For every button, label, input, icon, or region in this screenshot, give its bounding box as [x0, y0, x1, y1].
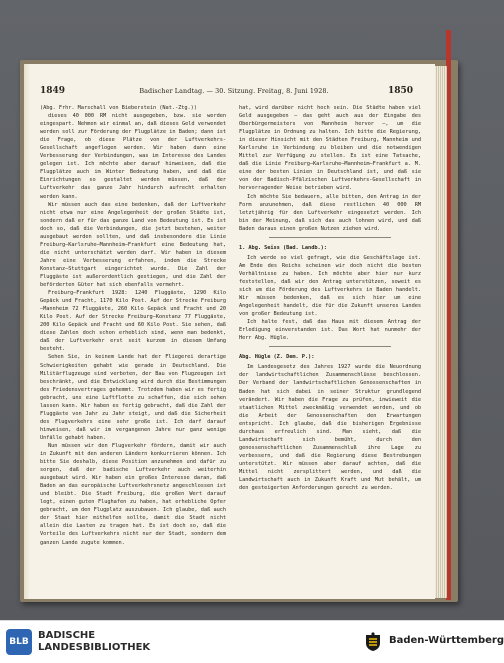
paragraph: Sehen Sie, in keinem Lande hat der Fliegerei derartige Schwierigkeiten gehabt wie gerade in Deutschland. Die Militärflugzeuge sind verboten, der Bau von Flugzeugen ist beschränkt, und die Entwicklung wird durch die Bestimmungen des Friedensvertrages gehemmt. Trotzdem haben wir es fertig gebracht, uns eine Luftflotte zu schaffen, die sich sehen lassen kann. Wir haben es fertig gebracht, daß die Zahl der Fluggäste von Jahr zu Jahr steigt, und daß die Sicherheit des Flugverkehrs eine sehr große ist. Ich darf darauf hinweisen, daß wir im vergangenen Jahre nur ganz wenige Unfälle gehabt haben. [40, 354, 226, 441]
paragraph: Ich halte fest, daß das Haus mit diesem Antrag der Erledigung einverstanden ist. Das Wort hat nunmehr der Herr Abg. Hügle. [239, 319, 421, 342]
paragraph: hat, wird darüber nicht hoch sein. Die Städte haben viel Geld ausgegeben — das geht auch aus der Eingabe des Oberbürgermeisters von Mannheim hervor —, um die Flugplätze in Ordnung zu halten. Ich bitte die Regierung, in dieser Hinsicht mit den Städten Freiburg, Mannheim und Karlsruhe in Verbindung zu bleiben und die notwendigen Mittel zur Verfügung zu stellen. Es ist eine Tatsache, daß die Linie Freiburg—Karlsruhe—Mannheim—Frankfurt a. M. eine der besten Linien in Deutschland ist, und daß sie von der Badisch-Pfälzischen Luftverkehrs-Gesellschaft in hervorragender Weise betrieben wird. [239, 105, 421, 192]
scanned-page [24, 64, 435, 599]
paragraph: Ich werde so viel gefragt, wie die Geschäftslage ist. Am Ende des Reichs scheinen wir doch nicht die besten Verhältnisse zu haben. Ich möchte aber hier nur kurz feststellen, daß wir den Antrag unterstützen, soweit es sich um die Förderung des Luftverkehrs in Baden handelt. Wir müssen bedenken, daß es sich hier um eine Angelegenheit handelt, die für die Zukunft unseres Landes von großer Bedeutung ist. [239, 254, 421, 318]
library-name-line1: BADISCHE [38, 630, 96, 641]
page-header [24, 86, 435, 98]
blb-logo-icon[interactable]: BLB [6, 629, 32, 655]
paragraph: Im Landesgesetz des Jahres 1927 wurde die Neuordnung der landwirtschaftlichen Zusammenschlüsse beschlossen. Der Verband der landwirtschaftlichen Genossenschaften in Baden hat sich dabei in seiner Struktur grundlegend verändert. Wir haben die Frage zu prüfen, inwieweit die staatlichen Mittel zweckmäßig verwendet werden, und ob die Arbeit der Genossenschaften den Erwartungen entspricht. Ich glaube, daß die bisherigen Ergebnisse durchaus erfreulich sind. Man sieht, daß die Landwirtschaft sich bemüht, durch den genossenschaftlichen Zusammenschluß ihre Lage zu verbessern, und daß die Regierung diese Bestrebungen unterstützt. Wir müssen aber darauf achten, daß die Mittel nicht zersplittert werden, und daß die Landwirtschaft auch in Zukunft Kraft und Mut behält, um den gesteigerten Anforderungen gerecht zu werden. [239, 364, 421, 492]
footer-bar [0, 620, 504, 663]
paragraph: Freiburg—Frankfurt 1928: 1240 Fluggäste, 1290 Kilo Gepäck und Fracht, 1170 Kilo Post. Auf der Strecke Freiburg—Mannheim 72 Fluggäste, 260 Kilo Gepäck und Fracht und 20 Kilo Post. Auf der Strecke Freiburg—Konstanz 77 Fluggäste, 200 Kilo Gepäck und Fracht und 60 Kilo Post. Sie sehen, daß diese Zahlen doch schon erheblich sind, wenn man bedenkt, daß der Luftverkehr erst seit kurzem in diesem Umfang besteht. [40, 290, 226, 353]
speaker-heading: 1. Abg. Seiss (Bad. Landb.): [239, 244, 327, 251]
state-name[interactable]: Baden-Württemberg [389, 635, 504, 646]
page-stack-edge [433, 66, 447, 598]
paragraph: dieses 40 000 RM nicht ausgegeben, bzw. sie werden eingespart. Nehmen wir einmal an, daß dieses Geld verwendet werden soll zur Förderung der Flugplätze in Baden; dann ist die Frage, ob diese Plätze von der Luftverkehrs-Gesellschaft angeflogen werden. Wir haben dann eine Verbesserung der Verbindungen, was im Interesse des Landes gelegen ist. Ich möchte aber darauf hinweisen, daß die Flugplätze auch im Winter Bedeutung haben, und daß die Einrichtungen so gestaltet werden müssen, daß der Luftverkehr das ganze Jahr hindurch aufrecht erhalten werden kann. [40, 113, 226, 200]
text-column-right [239, 104, 421, 582]
paragraph: Wir müssen auch das eine bedenken, daß der Luftverkehr nicht etwa nur eine Angelegenheit der großen Städte ist, sondern daß er für das ganze Land von Bedeutung ist. Es ist doch so, daß die Verbindungen, die jetzt bestehen, weiter ausgebaut werden sollten, und daß insbesondere die Linie Freiburg—Karlsruhe—Mannheim—Frankfurt eine Bedeutung hat, die nicht unterschätzt werden darf. Wir haben in diesem Jahre eine Verbesserung erfahren, indem die Strecke Konstanz—Stuttgart eingerichtet wurde. Die Zahl der Fluggäste ist außerordentlich gestiegen, und die Zahl der beförderten Güter hat sich ebenfalls vermehrt. [40, 201, 226, 289]
page-number-left: 1849 [40, 86, 66, 96]
paragraph: Ich möchte Sie bedauern, alle bitten, den Antrag in der Form anzunehmen, daß diese restlichen 40 000 RM letztjährig für den Luftverkehr eingesetzt werden. Ich bin der Meinung, daß sich das auch lohnen wird, und daß Baden daraus einen großen Nutzen ziehen wird. [239, 193, 421, 232]
paragraph: (Abg. Frhr. Marschall von Bieberstein (Nat.-Ztg.)) [40, 105, 197, 111]
section-divider [269, 237, 391, 238]
library-name[interactable] [38, 630, 150, 654]
speaker-heading: Abg. Hügle (Z. Dem. P.): [239, 354, 315, 361]
page-number-right: 1850 [387, 86, 413, 96]
section-divider [269, 346, 391, 347]
page-gutter-shadow [24, 64, 30, 599]
paragraph: Nun müssen wir den Flugverkehr fördern, damit wir auch in Zukunft mit den anderen Ländern konkurrieren können. Ich bitte Sie deshalb, diese Position anzunehmen und dafür zu sorgen, daß der badische Luftverkehr auch weiterhin ausgebaut wird. Wir haben ein großes Interesse daran, daß Baden an das europäische Luftverkehrsnetz angeschlossen ist und bleibt. Die Stadt Freiburg, die großen Wert darauf legt, einen guten Flughafen zu haben, hat erhebliche Opfer gebracht, um den Flugplatz auszubauen. Ich glaube, daß auch der Staat hier mithelfen sollte, damit die Stadt nicht allein die Lasten zu tragen hat. Es ist doch so, daß die Vorteile des Luftverkehrs nicht nur der Stadt, sondern dem ganzen Lande zugute kommen. [40, 442, 226, 546]
running-header: Badischer Landtag. — 30. Sitzung. Freitag, 8. Juni 1928. [139, 87, 329, 95]
library-name-line2: LANDESBIBLIOTHEK [38, 642, 151, 653]
baden-wuerttemberg-crest-icon[interactable] [362, 631, 384, 653]
text-column-left [40, 104, 226, 582]
